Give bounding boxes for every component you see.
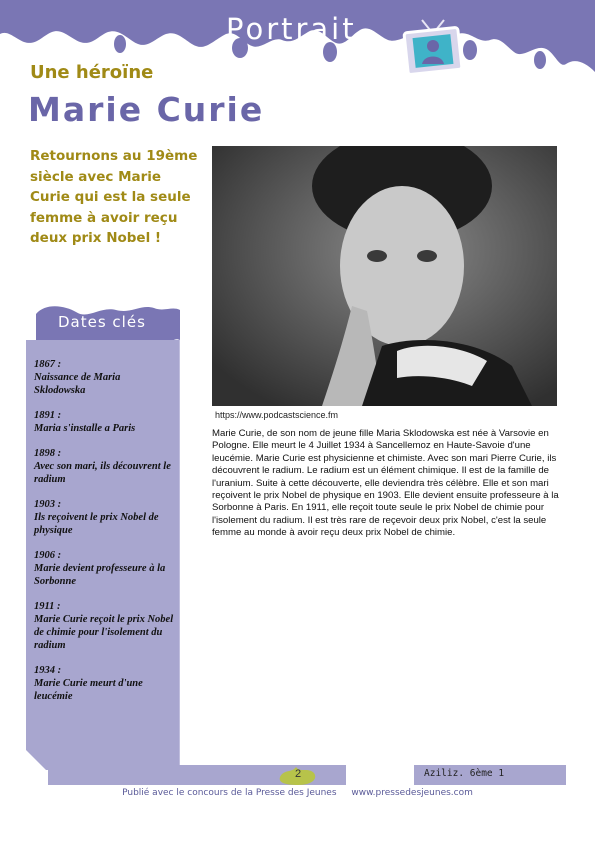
page-number: 2 bbox=[294, 768, 302, 780]
credit-url[interactable]: www.pressedesjeunes.com bbox=[351, 788, 473, 798]
date-item bbox=[34, 447, 174, 486]
intro-text: Retournons au 19ème siècle avec Marie Curie qui est la seule femme à avoir reçu deux prix Nobel ! bbox=[30, 148, 198, 246]
date-text: Maria s'installe a Paris bbox=[34, 423, 136, 434]
date-item bbox=[34, 409, 174, 435]
date-item bbox=[34, 358, 174, 397]
date-text: Marie Curie reçoit le prix Nobel de chimie pour l'isolement du radium bbox=[34, 614, 174, 651]
portrait-tv-icon bbox=[400, 16, 466, 78]
date-year: 1906 : bbox=[34, 550, 62, 561]
date-item bbox=[34, 549, 174, 588]
class-label: Aziliz. 6ème 1 bbox=[424, 768, 505, 779]
dates-list bbox=[34, 358, 174, 715]
credit-line bbox=[0, 788, 595, 798]
dates-title: Dates clés bbox=[58, 313, 146, 331]
date-year: 1903 : bbox=[34, 499, 62, 510]
date-text: Avec son mari, ils découvrent le radium bbox=[34, 461, 171, 485]
portrait-photo bbox=[212, 146, 557, 406]
page-title: Marie Curie bbox=[28, 90, 265, 129]
date-text: Naissance de Maria Sklodowska bbox=[34, 372, 121, 396]
date-year: 1934 : bbox=[34, 665, 62, 676]
section-title: Portrait bbox=[226, 12, 357, 46]
date-year: 1898 : bbox=[34, 448, 62, 459]
date-text: Marie Curie meurt d'une leucémie bbox=[34, 678, 143, 702]
date-item bbox=[34, 498, 174, 537]
article-body: Marie Curie, de son nom de jeune fille Maria Sklodowska est née à Varsovie en Pologne. Elle meurt le 4 Juillet 1934 à Sancellemoz en Haute-Savoie d'une leucémie. Marie Curie est physicienne et chimiste. Avec son mari Pierre Curie, ils découvrent le radium. Le radium est un élément chimique. Il est de la famille de l'uranium. Suite à cette découverte, elle deviendra très célèbre. Elle et son mari reçoivent le prix Nobel de physique en 1903. Elle devient ensuite professeure à la Sorbonne à Paris. En 1911, elle reçoit toute seule le prix Nobel de chimie pour l'isolement du radium. Il est très rare de reçevoir deux prix Nobel, c'est la seule femme au monde à avoir reçu deux prix Nobel de chimie. bbox=[212, 428, 559, 539]
kicker-heading: Une héroïne bbox=[30, 62, 154, 83]
credit-text: Publié avec le concours de la Presse des Jeunes bbox=[122, 788, 337, 798]
footer-divider bbox=[346, 765, 414, 785]
photo-caption: https://www.podcastscience.fm bbox=[215, 410, 339, 420]
date-year: 1911 : bbox=[34, 601, 61, 612]
date-item bbox=[34, 600, 174, 652]
date-text: Marie devient professeure à la Sorbonne bbox=[34, 563, 166, 587]
date-item bbox=[34, 664, 174, 703]
date-year: 1867 : bbox=[34, 359, 62, 370]
date-text: Ils reçoivent le prix Nobel de physique bbox=[34, 512, 159, 536]
date-year: 1891 : bbox=[34, 410, 62, 421]
